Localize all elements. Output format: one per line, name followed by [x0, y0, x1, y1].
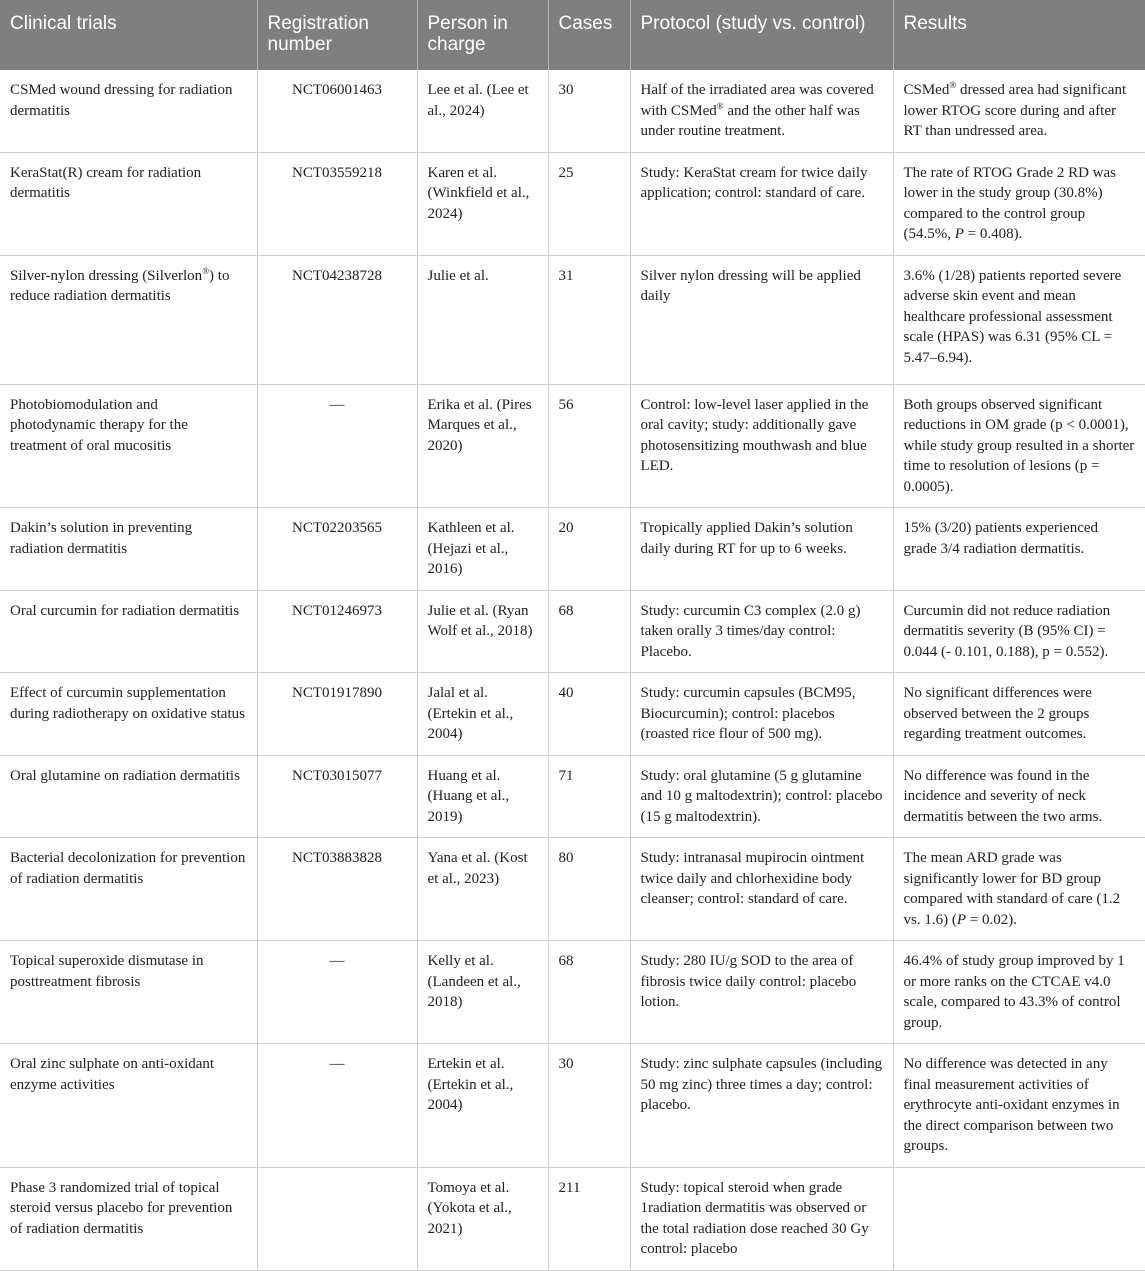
registration-cell: NCT06001463 — [257, 70, 417, 152]
results-cell — [893, 838, 1145, 941]
results-cell: 46.4% of study group improved by 1 or more ranks on the CTCAE v4.0 scale, compared to 43.3% of control group. — [893, 941, 1145, 1044]
results-cell: 15% (3/20) patients experienced grade 3/4 radiation dermatitis. — [893, 508, 1145, 591]
protocol-cell: Study: intranasal mupirocin ointment twice daily and chlorhexidine body cleanser; control: standard of care. — [630, 838, 893, 941]
header-clinical-trials: Clinical trials — [0, 0, 257, 70]
cases-cell: 80 — [548, 838, 630, 941]
cases-cell: 68 — [548, 941, 630, 1044]
table-row — [0, 673, 1145, 756]
cases-cell: 56 — [548, 384, 630, 508]
protocol-cell: Tropically applied Dakin’s solution daily during RT for up to 6 weeks. — [630, 508, 893, 591]
protocol-cell — [630, 70, 893, 152]
registration-cell: — — [257, 941, 417, 1044]
registered-mark: ® — [202, 265, 210, 276]
trial-cell: Oral curcumin for radiation dermatitis — [0, 590, 257, 673]
registration-cell: NCT01246973 — [257, 590, 417, 673]
protocol-cell: Study: KeraStat cream for twice daily application; control: standard of care. — [630, 152, 893, 255]
results-text: The rate of RTOG Grade 2 RD was lower in the study group (30.8%) compared to the control group (54.5%, — [903, 164, 1117, 242]
protocol-text: Half of the irradiated area was covered with CSMed — [640, 82, 874, 119]
protocol-cell: Control: low-level laser applied in the oral cavity; study: additionally gave photosensitizing mouthwash and blue LED. — [630, 384, 893, 508]
trial-cell: Oral glutamine on radiation dermatitis — [0, 755, 257, 838]
header-protocol: Protocol (study vs. control) — [630, 0, 893, 70]
trial-text: ) to reduce radiation dermatitis — [10, 267, 230, 304]
header-registration-number: Registration number — [257, 0, 417, 70]
results-cell: No difference was found in the incidence and severity of neck dermatitis between the two arms. — [893, 755, 1145, 838]
registration-cell: NCT03015077 — [257, 755, 417, 838]
person-cell: Erika et al. (Pires Marques et al., 2020) — [417, 384, 548, 508]
cases-cell: 30 — [548, 1044, 630, 1168]
results-cell: Both groups observed significant reductions in OM grade (p < 0.0001), while study group resulted in a shorter time to resolution of lesions (p = 0.0005). — [893, 384, 1145, 508]
header-cases: Cases — [548, 0, 630, 70]
results-cell: 3.6% (1/28) patients reported severe adverse skin event and mean healthcare professional assessment scale (HPAS) was 6.31 (95% CL = 5.47–6.94). — [893, 255, 1145, 384]
person-cell: Huang et al. (Huang et al., 2019) — [417, 755, 548, 838]
protocol-cell: Study: curcumin C3 complex (2.0 g) taken orally 3 times/day control: Placebo. — [630, 590, 893, 673]
cases-cell: 25 — [548, 152, 630, 255]
results-text: The mean ARD grade was significantly lower for BD group compared with standard of care (1.2 vs. 1.6) ( — [903, 850, 1121, 928]
cases-cell: 31 — [548, 255, 630, 384]
registration-cell: NCT04238728 — [257, 255, 417, 384]
protocol-cell: Study: 280 IU/g SOD to the area of fibrosis twice daily control: placebo lotion. — [630, 941, 893, 1044]
table-row — [0, 1044, 1145, 1168]
results-text: = 0.02). — [966, 911, 1017, 928]
cases-cell: 211 — [548, 1167, 630, 1270]
trial-cell: Bacterial decolonization for prevention of radiation dermatitis — [0, 838, 257, 941]
table-row — [0, 755, 1145, 838]
registered-mark: ® — [716, 100, 724, 111]
table-row — [0, 1167, 1145, 1270]
header-results: Results — [893, 0, 1145, 70]
results-cell — [893, 152, 1145, 255]
person-cell: Kathleen et al. (Hejazi et al., 2016) — [417, 508, 548, 591]
p-value-symbol: P — [956, 911, 966, 928]
person-cell: Lee et al. (Lee et al., 2024) — [417, 70, 548, 152]
header-person-in-charge: Person in charge — [417, 0, 548, 70]
results-cell — [893, 1167, 1145, 1270]
registration-cell: — — [257, 1044, 417, 1168]
cases-cell: 40 — [548, 673, 630, 756]
cases-cell: 71 — [548, 755, 630, 838]
table-row — [0, 255, 1145, 384]
cases-cell: 68 — [548, 590, 630, 673]
trial-cell: Phase 3 randomized trial of topical steroid versus placebo for prevention of radiation dermatitis — [0, 1167, 257, 1270]
trial-cell: Dakin’s solution in preventing radiation dermatitis — [0, 508, 257, 591]
results-cell — [893, 70, 1145, 152]
table-row — [0, 152, 1145, 255]
table-row — [0, 838, 1145, 941]
table-row — [0, 384, 1145, 508]
p-value-symbol: P — [954, 226, 964, 242]
header-row — [0, 0, 1145, 70]
protocol-cell: Silver nylon dressing will be applied daily — [630, 255, 893, 384]
person-cell: Julie et al. — [417, 255, 548, 384]
trial-text: Silver-nylon dressing (Silverlon — [10, 267, 203, 284]
trial-cell: CSMed wound dressing for radiation dermatitis — [0, 70, 257, 152]
table-row — [0, 941, 1145, 1044]
protocol-text: and the other half was under routine treatment. — [640, 102, 860, 139]
person-cell: Julie et al. (Ryan Wolf et al., 2018) — [417, 590, 548, 673]
trial-cell: Topical superoxide dismutase in posttreatment fibrosis — [0, 941, 257, 1044]
results-text: = 0.408). — [963, 226, 1023, 242]
trial-cell: KeraStat(R) cream for radiation dermatitis — [0, 152, 257, 255]
protocol-cell: Study: zinc sulphate capsules (including 50 mg zinc) three times a day; control: placebo. — [630, 1044, 893, 1168]
registration-cell: NCT03883828 — [257, 838, 417, 941]
results-cell: No difference was detected in any final measurement activities of erythrocyte anti-oxidant enzymes in the direct comparison between two groups. — [893, 1044, 1145, 1168]
results-text: CSMed — [903, 82, 950, 98]
results-cell: No significant differences were observed between the 2 groups regarding treatment outcomes. — [893, 673, 1145, 756]
trial-cell: Photobiomodulation and photodynamic therapy for the treatment of oral mucositis — [0, 384, 257, 508]
table-row — [0, 508, 1145, 591]
person-cell: Yana et al. (Kost et al., 2023) — [417, 838, 548, 941]
registration-cell: — — [257, 384, 417, 508]
protocol-cell: Study: topical steroid when grade 1radiation dermatitis was observed or the total radiation dose reached 30 Gy control: placebo — [630, 1167, 893, 1270]
trial-cell: Effect of curcumin supplementation during radiotherapy on oxidative status — [0, 673, 257, 756]
cases-cell: 20 — [548, 508, 630, 591]
registration-cell — [257, 1167, 417, 1270]
trial-cell — [0, 255, 257, 384]
table-row — [0, 70, 1145, 152]
table-row — [0, 590, 1145, 673]
protocol-cell: Study: curcumin capsules (BCM95, Biocurcumin); control: placebos (roasted rice flour of 500 mg). — [630, 673, 893, 756]
person-cell: Karen et al. (Winkfield et al., 2024) — [417, 152, 548, 255]
person-cell: Tomoya et al. (Yokota et al., 2021) — [417, 1167, 548, 1270]
results-text: dressed area had significant lower RTOG score during and after RT than undressed area. — [903, 82, 1127, 139]
registration-cell: NCT01917890 — [257, 673, 417, 756]
person-cell: Kelly et al. (Landeen et al., 2018) — [417, 941, 548, 1044]
person-cell: Ertekin et al. (Ertekin et al., 2004) — [417, 1044, 548, 1168]
registration-cell: NCT02203565 — [257, 508, 417, 591]
results-cell: Curcumin did not reduce radiation dermatitis severity (B (95% CI) = 0.044 (- 0.101, 0.188), p = 0.552). — [893, 590, 1145, 673]
registration-cell: NCT03559218 — [257, 152, 417, 255]
trial-cell: Oral zinc sulphate on anti-oxidant enzyme activities — [0, 1044, 257, 1168]
protocol-cell: Study: oral glutamine (5 g glutamine and 10 g maltodextrin); control: placebo (15 g maltodextrin). — [630, 755, 893, 838]
person-cell: Jalal et al. (Ertekin et al., 2004) — [417, 673, 548, 756]
cases-cell: 30 — [548, 70, 630, 152]
registered-mark: ® — [949, 80, 957, 90]
